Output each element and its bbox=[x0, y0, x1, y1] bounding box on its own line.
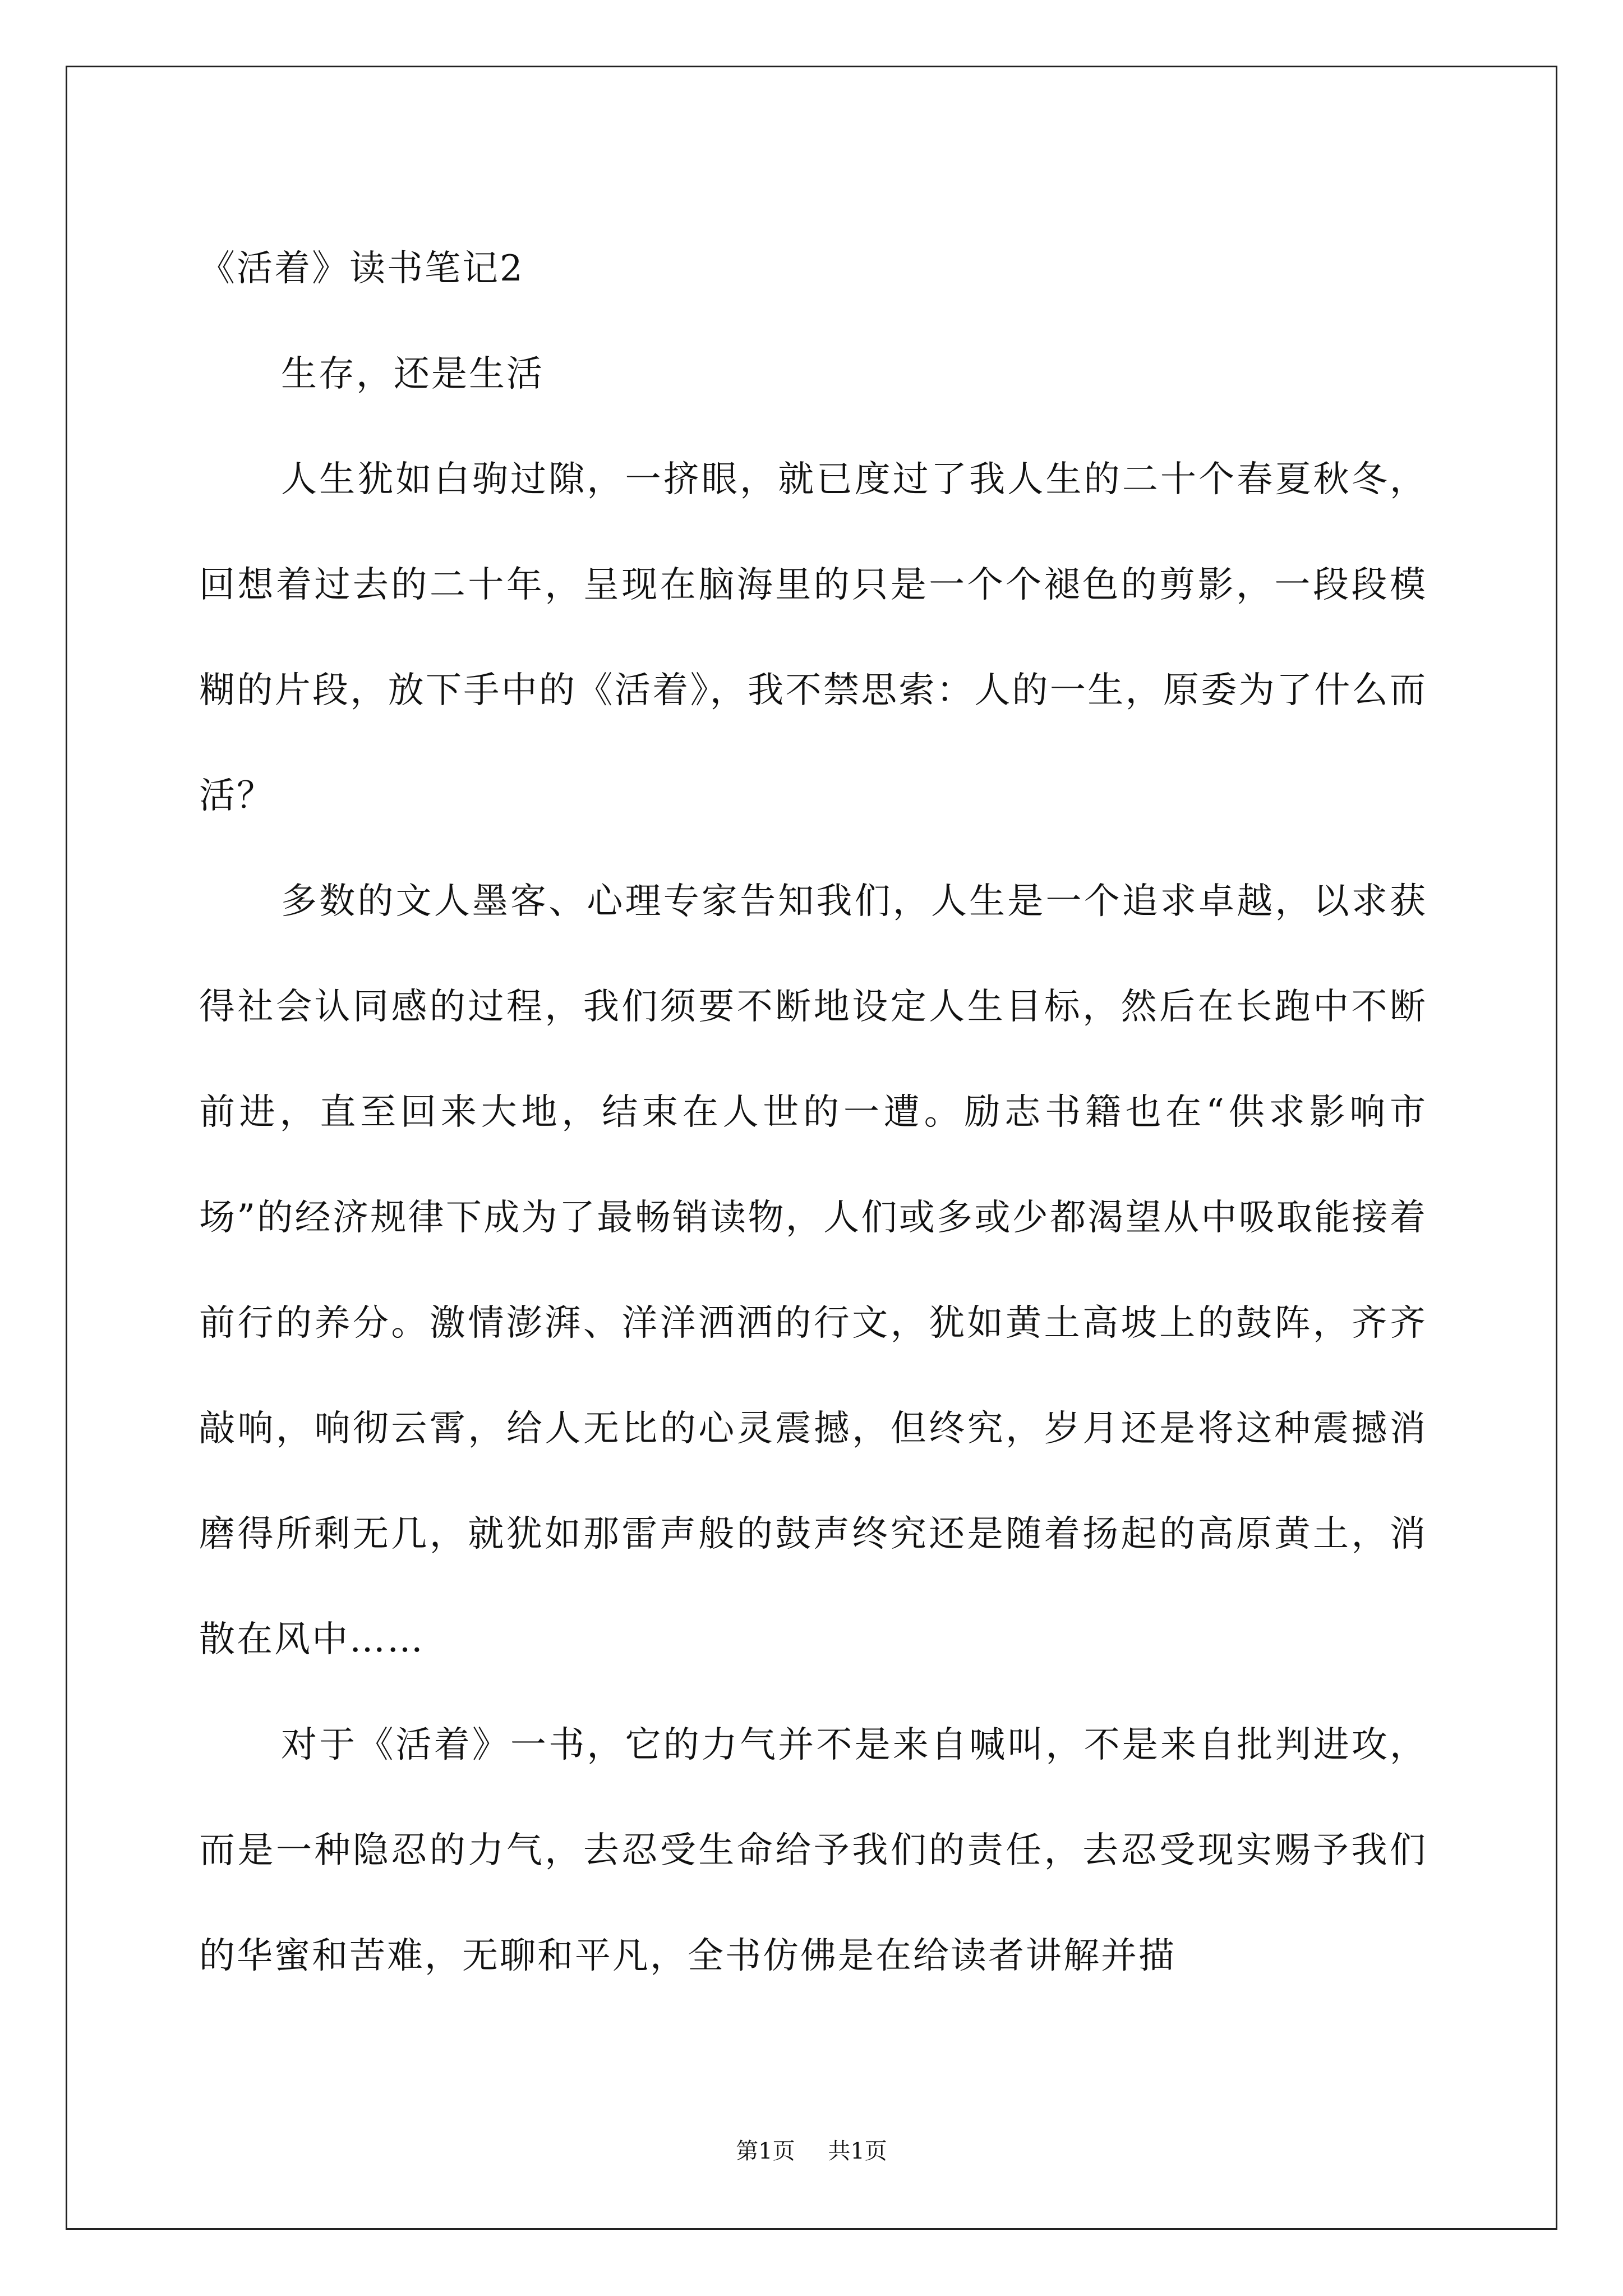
paragraph: 多数的文人墨客、心理专家告知我们，人生是一个追求卓越，以求获得社会认同感的过程，我们须要不断地设定人生目标，然后在长跑中不断前进，直至回来大地，结束在人世的一遭。励志书籍也在“供求影响市场”的经济规律下成为了最畅销读物，人们或多或少都渴望从中吸取能接着前行的养分。激情澎湃、洋洋洒洒的行文，犹如黄土高坡上的鼓阵，齐齐敲响，响彻云霄，给人无比的心灵震撼，但终究，岁月还是将这种震撼消磨得所剩无几，就犹如那雷声般的鼓声终究还是随着扬起的高原黄土，消散在风中…… bbox=[199, 881, 1427, 1660]
page-number-current: 第1页 bbox=[736, 2138, 795, 2164]
document-title: 《活着》读书笔记2 bbox=[199, 248, 524, 289]
document-body bbox=[199, 216, 1427, 2009]
paragraph: 人生犹如白驹过隙，一挤眼，就已度过了我人生的二十个春夏秋冬，回想着过去的二十年，呈现在脑海里的只是一个个褪色的剪影，一段段模糊的片段，放下手中的《活着》，我不禁思索：人的一生，原委为了什么而活？ bbox=[199, 459, 1427, 817]
paragraph: 对于《活着》一书，它的力气并不是来自喊叫，不是来自批判进攻，而是一种隐忍的力气，去忍受生命给予我们的责任，去忍受现实赐予我们的华蜜和苦难，无聊和平凡，全书仿佛是在给读者讲解并描 bbox=[199, 1724, 1427, 1977]
document-subtitle: 生存，还是生活 bbox=[281, 353, 544, 395]
page-number-total: 共1页 bbox=[828, 2138, 887, 2164]
page-footer bbox=[0, 2134, 1623, 2168]
